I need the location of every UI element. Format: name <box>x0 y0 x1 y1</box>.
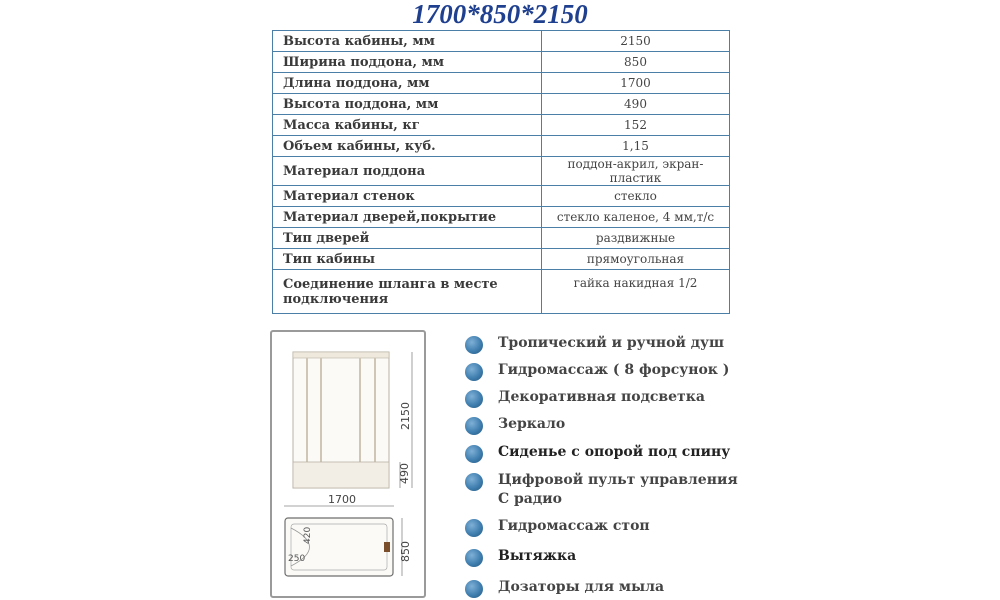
bullet-icon <box>465 580 483 598</box>
table-row <box>273 31 730 52</box>
specs-table <box>272 30 730 314</box>
spec-label: Соединение шланга в месте подключения <box>273 270 542 314</box>
front-view-top <box>293 352 389 358</box>
bullet-icon <box>465 473 483 491</box>
spec-value: 490 <box>542 94 730 115</box>
feature-text: Дозаторы для мыла <box>498 579 665 595</box>
table-row <box>273 94 730 115</box>
length-label: 1700 <box>328 493 356 506</box>
spec-label: Тип кабины <box>273 249 542 270</box>
feature-text: Вытяжка <box>498 548 577 564</box>
width-label: 850 <box>399 541 412 562</box>
table-row <box>273 52 730 73</box>
bullet-icon <box>465 445 483 463</box>
table-row <box>273 115 730 136</box>
spec-label: Материал поддона <box>273 157 542 186</box>
feature-text: Сиденье с опорой под спину <box>498 444 731 460</box>
bullet-icon <box>465 417 483 435</box>
top-view-outline <box>285 518 393 576</box>
feature-text: Тропический и ручной душ <box>498 335 725 351</box>
bullet-icon <box>465 336 483 354</box>
spec-label: Объем кабины, куб. <box>273 136 542 157</box>
spec-label: Материал стенок <box>273 186 542 207</box>
spec-value: 1700 <box>542 73 730 94</box>
spec-label: Масса кабины, кг <box>273 115 542 136</box>
spec-label: Высота кабины, мм <box>273 31 542 52</box>
cabin-drawing <box>270 330 426 598</box>
spec-label: Тип дверей <box>273 228 542 249</box>
tray-height-label: 490 <box>398 463 411 484</box>
spec-value: стекло <box>542 186 730 207</box>
tray-front <box>293 462 389 488</box>
feature-text: Гидромассаж ( 8 форсунок ) <box>498 362 730 378</box>
spec-label: Высота поддона, мм <box>273 94 542 115</box>
table-row <box>273 249 730 270</box>
table-row <box>273 207 730 228</box>
height-label: 2150 <box>399 402 412 430</box>
cabin-schematic <box>272 332 424 596</box>
spec-label: Ширина поддона, мм <box>273 52 542 73</box>
bullet-icon <box>465 390 483 408</box>
seat-depth-label: 250 <box>288 554 306 564</box>
spec-value: 2150 <box>542 31 730 52</box>
feature-text-line2: С радио <box>498 491 562 507</box>
spec-value: стекло каленое, 4 мм,т/с <box>542 207 730 228</box>
spec-label: Длина поддона, мм <box>273 73 542 94</box>
feature-text: Цифровой пульт управления <box>498 472 738 488</box>
feature-text: Декоративная подсветка <box>498 389 705 405</box>
spec-value: поддон-акрил, экран-пластик <box>542 157 730 186</box>
seat-width-label: 420 <box>303 526 313 544</box>
table-row <box>273 228 730 249</box>
table-row <box>273 136 730 157</box>
spec-label: Материал дверей,покрытие <box>273 207 542 228</box>
spec-value: гайка накидная 1/2 <box>542 270 730 314</box>
table-row <box>273 73 730 94</box>
feature-text: Зеркало <box>498 416 566 432</box>
table-row <box>273 270 730 314</box>
spec-value: 1,15 <box>542 136 730 157</box>
spec-value: 850 <box>542 52 730 73</box>
spec-value: 152 <box>542 115 730 136</box>
spec-value: раздвижные <box>542 228 730 249</box>
bullet-icon <box>465 363 483 381</box>
page-title: 1700*850*2150 <box>412 0 588 29</box>
table-row <box>273 157 730 186</box>
spec-value: прямоугольная <box>542 249 730 270</box>
bullet-icon <box>465 549 483 567</box>
table-row <box>273 186 730 207</box>
feature-text: Гидромассаж стоп <box>498 518 650 534</box>
bullet-icon <box>465 519 483 537</box>
drain-mark <box>384 542 390 552</box>
